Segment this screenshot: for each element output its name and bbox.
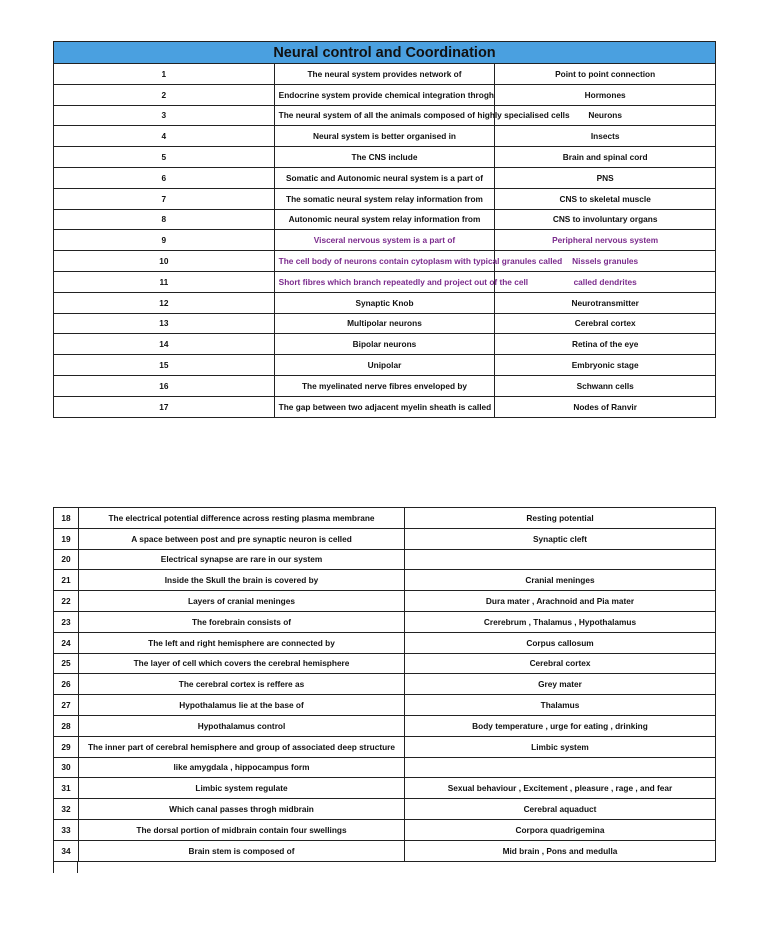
answer-cell: Point to point connection bbox=[495, 64, 716, 85]
answer-cell: Thalamus bbox=[405, 695, 716, 716]
table-row bbox=[54, 757, 716, 778]
row-number: 31 bbox=[54, 778, 79, 799]
table-row bbox=[54, 715, 716, 736]
row-number: 24 bbox=[54, 632, 79, 653]
row-number: 30 bbox=[54, 757, 79, 778]
table-row bbox=[54, 251, 716, 272]
answer-cell: Cerebral cortex bbox=[405, 653, 716, 674]
table-trailing-border bbox=[53, 861, 78, 873]
answer-cell: Corpora quadrigemina bbox=[405, 819, 716, 840]
question-cell: The gap between two adjacent myelin sheath is called bbox=[274, 396, 495, 417]
question-cell: Endocrine system provide chemical integration throgh bbox=[274, 84, 495, 105]
answer-cell: Crerebrum , Thalamus , Hypothalamus bbox=[405, 611, 716, 632]
answer-cell: Peripheral nervous system bbox=[495, 230, 716, 251]
table-row bbox=[54, 736, 716, 757]
question-cell: Inside the Skull the brain is covered by bbox=[79, 570, 405, 591]
question-cell: The somatic neural system relay information from bbox=[274, 188, 495, 209]
table-row bbox=[54, 549, 716, 570]
answer-cell: PNS bbox=[495, 167, 716, 188]
row-number: 20 bbox=[54, 549, 79, 570]
answer-cell bbox=[405, 549, 716, 570]
answer-cell: Cerebral aquaduct bbox=[405, 799, 716, 820]
answer-cell: Nodes of Ranvir bbox=[495, 396, 716, 417]
table-row bbox=[54, 313, 716, 334]
answer-cell: Limbic system bbox=[405, 736, 716, 757]
table-row bbox=[54, 355, 716, 376]
question-cell: The cerebral cortex is reffere as bbox=[79, 674, 405, 695]
question-cell: Short fibres which branch repeatedly and project out of the cell bbox=[274, 271, 495, 292]
question-cell: The neural system provides network of bbox=[274, 64, 495, 85]
question-cell: Unipolar bbox=[274, 355, 495, 376]
row-number: 14 bbox=[54, 334, 275, 355]
answer-cell: Cranial meninges bbox=[405, 570, 716, 591]
answer-cell: Neurons bbox=[495, 105, 716, 126]
row-number: 6 bbox=[54, 167, 275, 188]
question-cell: Which canal passes throgh midbrain bbox=[79, 799, 405, 820]
question-cell: Synaptic Knob bbox=[274, 292, 495, 313]
answer-cell: Embryonic stage bbox=[495, 355, 716, 376]
question-cell: The dorsal portion of midbrain contain four swellings bbox=[79, 819, 405, 840]
question-cell: The neural system of all the animals composed of highly specialised cells bbox=[274, 105, 495, 126]
row-number: 33 bbox=[54, 819, 79, 840]
qa-table-2-body bbox=[54, 508, 716, 862]
row-number: 16 bbox=[54, 375, 275, 396]
row-number: 18 bbox=[54, 508, 79, 529]
answer-cell: called dendrites bbox=[495, 271, 716, 292]
question-cell: The layer of cell which covers the cerebral hemisphere bbox=[79, 653, 405, 674]
answer-cell: Hormones bbox=[495, 84, 716, 105]
answer-cell: CNS to involuntary organs bbox=[495, 209, 716, 230]
question-cell: Autonomic neural system relay information from bbox=[274, 209, 495, 230]
table-row bbox=[54, 126, 716, 147]
table-row bbox=[54, 799, 716, 820]
table-row bbox=[54, 396, 716, 417]
answer-cell: Synaptic cleft bbox=[405, 528, 716, 549]
qa-table-2 bbox=[53, 507, 716, 862]
table-row bbox=[54, 591, 716, 612]
answer-cell: Sexual behaviour , Excitement , pleasure , rage , and fear bbox=[405, 778, 716, 799]
page-title: Neural control and Coordination bbox=[54, 42, 716, 64]
question-cell: The forebrain consists of bbox=[79, 611, 405, 632]
row-number: 21 bbox=[54, 570, 79, 591]
row-number: 25 bbox=[54, 653, 79, 674]
row-number: 1 bbox=[54, 64, 275, 85]
row-number: 26 bbox=[54, 674, 79, 695]
table-row bbox=[54, 209, 716, 230]
table-row bbox=[54, 167, 716, 188]
row-number: 11 bbox=[54, 271, 275, 292]
answer-cell bbox=[405, 757, 716, 778]
question-cell: The myelinated nerve fibres enveloped by bbox=[274, 375, 495, 396]
row-number: 4 bbox=[54, 126, 275, 147]
answer-cell: Mid brain , Pons and medulla bbox=[405, 840, 716, 861]
question-cell: Limbic system regulate bbox=[79, 778, 405, 799]
row-number: 2 bbox=[54, 84, 275, 105]
table-row bbox=[54, 230, 716, 251]
table-row bbox=[54, 674, 716, 695]
row-number: 29 bbox=[54, 736, 79, 757]
row-number: 17 bbox=[54, 396, 275, 417]
row-number: 32 bbox=[54, 799, 79, 820]
answer-cell: Corpus callosum bbox=[405, 632, 716, 653]
question-cell: Hypothalamus control bbox=[79, 715, 405, 736]
row-number: 10 bbox=[54, 251, 275, 272]
table-row bbox=[54, 147, 716, 168]
table-row bbox=[54, 653, 716, 674]
table-row bbox=[54, 632, 716, 653]
row-number: 27 bbox=[54, 695, 79, 716]
question-cell: The CNS include bbox=[274, 147, 495, 168]
question-cell: Neural system is better organised in bbox=[274, 126, 495, 147]
row-number: 15 bbox=[54, 355, 275, 376]
table-row bbox=[54, 840, 716, 861]
question-cell: Electrical synapse are rare in our system bbox=[79, 549, 405, 570]
table-row bbox=[54, 695, 716, 716]
qa-table-1 bbox=[53, 41, 716, 418]
answer-cell: Grey mater bbox=[405, 674, 716, 695]
row-number: 19 bbox=[54, 528, 79, 549]
question-cell: The electrical potential difference across resting plasma membrane bbox=[79, 508, 405, 529]
question-cell: The inner part of cerebral hemisphere and group of associated deep structure bbox=[79, 736, 405, 757]
row-number: 7 bbox=[54, 188, 275, 209]
answer-cell: Neurotransmitter bbox=[495, 292, 716, 313]
question-cell: Brain stem is composed of bbox=[79, 840, 405, 861]
row-number: 22 bbox=[54, 591, 79, 612]
row-number: 13 bbox=[54, 313, 275, 334]
table-row bbox=[54, 778, 716, 799]
answer-cell: Insects bbox=[495, 126, 716, 147]
row-number: 8 bbox=[54, 209, 275, 230]
question-cell: Visceral nervous system is a part of bbox=[274, 230, 495, 251]
question-cell: Hypothalamus lie at the base of bbox=[79, 695, 405, 716]
question-cell: Bipolar neurons bbox=[274, 334, 495, 355]
question-cell: A space between post and pre synaptic neuron is celled bbox=[79, 528, 405, 549]
qa-table-1-body bbox=[54, 64, 716, 418]
table-row bbox=[54, 105, 716, 126]
row-number: 12 bbox=[54, 292, 275, 313]
table-row bbox=[54, 334, 716, 355]
table-row bbox=[54, 292, 716, 313]
table-row bbox=[54, 64, 716, 85]
row-number: 28 bbox=[54, 715, 79, 736]
table-row bbox=[54, 570, 716, 591]
answer-cell: Body temperature , urge for eating , drinking bbox=[405, 715, 716, 736]
row-number: 3 bbox=[54, 105, 275, 126]
table-row bbox=[54, 819, 716, 840]
answer-cell: Nissels granules bbox=[495, 251, 716, 272]
table-row bbox=[54, 528, 716, 549]
table-row bbox=[54, 508, 716, 529]
table-row bbox=[54, 188, 716, 209]
question-cell: Layers of cranial meninges bbox=[79, 591, 405, 612]
row-number: 34 bbox=[54, 840, 79, 861]
answer-cell: Schwann cells bbox=[495, 375, 716, 396]
table-row bbox=[54, 611, 716, 632]
answer-cell: Brain and spinal cord bbox=[495, 147, 716, 168]
table-row bbox=[54, 271, 716, 292]
answer-cell: Cerebral cortex bbox=[495, 313, 716, 334]
answer-cell: CNS to skeletal muscle bbox=[495, 188, 716, 209]
question-cell: The left and right hemisphere are connected by bbox=[79, 632, 405, 653]
question-cell: like amygdala , hippocampus form bbox=[79, 757, 405, 778]
question-cell: Somatic and Autonomic neural system is a part of bbox=[274, 167, 495, 188]
question-cell: Multipolar neurons bbox=[274, 313, 495, 334]
answer-cell: Retina of the eye bbox=[495, 334, 716, 355]
answer-cell: Dura mater , Arachnoid and Pia mater bbox=[405, 591, 716, 612]
row-number: 5 bbox=[54, 147, 275, 168]
answer-cell: Resting potential bbox=[405, 508, 716, 529]
table-row bbox=[54, 375, 716, 396]
row-number: 9 bbox=[54, 230, 275, 251]
row-number: 23 bbox=[54, 611, 79, 632]
table-row bbox=[54, 84, 716, 105]
question-cell: The cell body of neurons contain cytoplasm with typical granules called bbox=[274, 251, 495, 272]
